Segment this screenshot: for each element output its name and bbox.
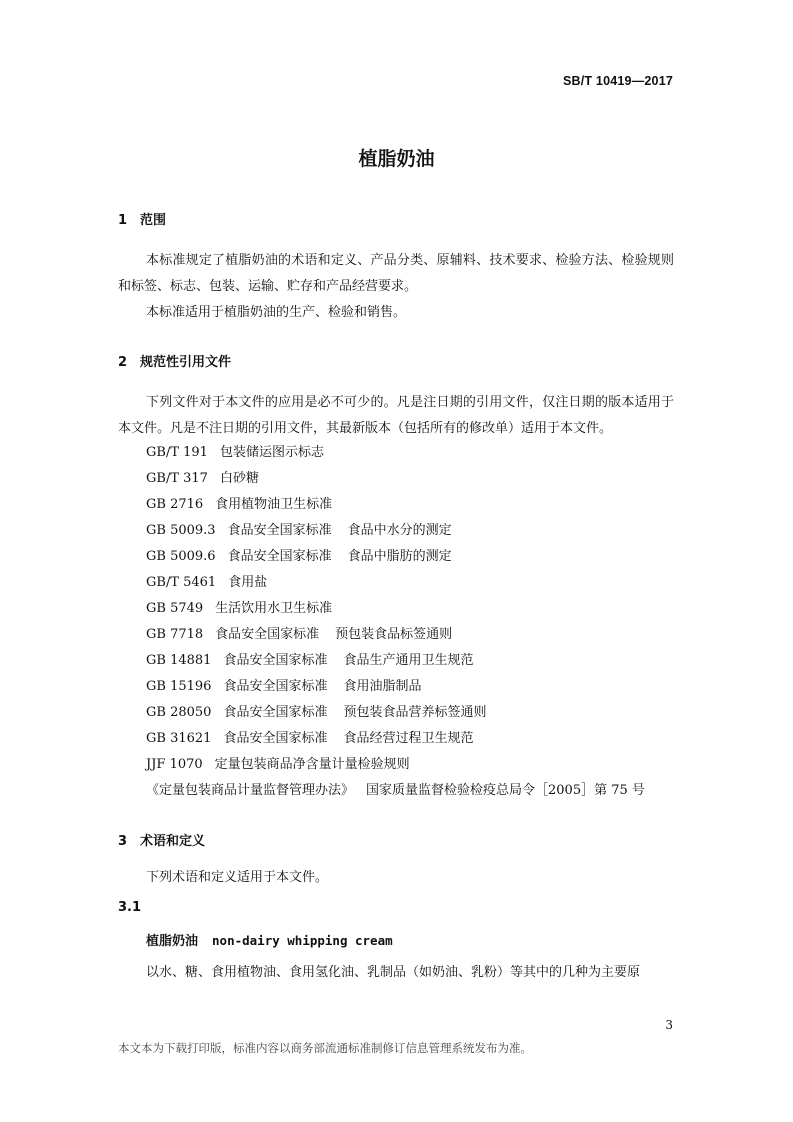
page-number: 3 xyxy=(665,1018,673,1032)
reference-item xyxy=(146,700,645,726)
term-number: 3.1 xyxy=(118,900,142,915)
scope-paragraph-1: 本标准规定了植脂奶油的术语和定义、产品分类、原辅料、技术要求、检验方法、检验规则和标签、标志、包装、运输、贮存和产品经营要求。 xyxy=(118,253,674,294)
reference-item xyxy=(146,518,645,544)
reference-title: 包装储运图示标志 xyxy=(219,445,324,460)
reference-item xyxy=(146,492,645,518)
reference-code: GB 14881 xyxy=(146,653,212,668)
section-heading-scope xyxy=(118,209,166,228)
reference-title: 食用植物油卫生标准 xyxy=(215,497,333,512)
term-entry xyxy=(146,930,393,949)
reference-code: GB 2716 xyxy=(146,497,204,512)
reference-code: GB 5009.3 xyxy=(146,523,216,538)
term-name-zh: 植脂奶油 xyxy=(146,934,199,949)
scope-paragraph-2: 本标准适用于植脂奶油的生产、检验和销售。 xyxy=(146,305,407,320)
term-name-en: non-dairy whipping cream xyxy=(212,933,393,948)
reference-item xyxy=(146,622,645,648)
reference-item xyxy=(146,778,645,804)
reference-subtitle: 食品生产通用卫生规范 xyxy=(343,653,474,668)
standard-code: SB/T 10419—2017 xyxy=(562,74,673,88)
reference-item xyxy=(146,570,645,596)
reference-subtitle: 食品经营过程卫生规范 xyxy=(343,731,474,746)
reference-code: GB 7718 xyxy=(146,627,204,642)
reference-subtitle: 食品中脂肪的测定 xyxy=(347,549,452,564)
reference-code: GB/T 5461 xyxy=(146,575,217,590)
reference-item xyxy=(146,544,645,570)
reference-list xyxy=(146,440,645,804)
reference-code: 《定量包装商品计量监督管理办法》 xyxy=(146,783,355,798)
reference-title: 食品安全国家标准 xyxy=(223,731,328,746)
section-heading-normative-references xyxy=(118,351,231,370)
reference-title: 生活饮用水卫生标准 xyxy=(215,601,333,616)
reference-title: 食品安全国家标准 xyxy=(223,653,328,668)
reference-subtitle: 预包装食品营养标签通则 xyxy=(343,705,487,720)
reference-title: 白砂糖 xyxy=(219,471,259,486)
terms-intro-paragraph: 下列术语和定义适用于本文件。 xyxy=(146,870,329,885)
reference-code: GB 31621 xyxy=(146,731,212,746)
reference-code: GB 15196 xyxy=(146,679,212,694)
reference-title: 食品安全国家标准 xyxy=(223,679,328,694)
reference-title: 食品安全国家标准 xyxy=(223,705,328,720)
reference-title: 食品安全国家标准 xyxy=(227,549,332,564)
reference-title: 食品安全国家标准 xyxy=(215,627,320,642)
term-definition: 以水、糖、食用植物油、食用氢化油、乳制品（如奶油、乳粉）等其中的几种为主要原 xyxy=(146,965,641,980)
reference-code: GB 5009.6 xyxy=(146,549,216,564)
section-heading-terms xyxy=(118,830,205,849)
reference-item xyxy=(146,466,645,492)
section-title: 范围 xyxy=(140,213,167,228)
reference-subtitle: 预包装食品标签通则 xyxy=(335,627,453,642)
reference-code: GB/T 191 xyxy=(146,445,208,460)
reference-code: GB/T 317 xyxy=(146,471,208,486)
references-intro-paragraph: 下列文件对于本文件的应用是必不可少的。凡是注日期的引用文件，仅注日期的版本适用于本文件。凡是不注日期的引用文件，其最新版本（包括所有的修改单）适用于本文件。 xyxy=(118,395,674,436)
reference-title: 定量包装商品净含量计量检验规则 xyxy=(214,757,410,772)
reference-item xyxy=(146,752,645,778)
reference-code: JJF 1070 xyxy=(146,757,203,772)
reference-item xyxy=(146,596,645,622)
section-number: 2 xyxy=(118,355,128,370)
reference-code: GB 5749 xyxy=(146,601,204,616)
reference-item xyxy=(146,726,645,752)
reference-title: 食用盐 xyxy=(228,575,268,590)
section-title: 术语和定义 xyxy=(140,834,206,849)
reference-title: 食品安全国家标准 xyxy=(227,523,332,538)
reference-code: GB 28050 xyxy=(146,705,212,720)
document-title: 植脂奶油 xyxy=(358,148,435,170)
reference-item xyxy=(146,648,645,674)
section-title: 规范性引用文件 xyxy=(140,355,232,370)
reference-item xyxy=(146,674,645,700)
section-number: 1 xyxy=(118,213,128,228)
reference-subtitle: 食用油脂制品 xyxy=(343,679,422,694)
reference-title: 国家质量监督检验检疫总局令［2005］第 75 号 xyxy=(366,783,645,798)
reference-subtitle: 食品中水分的测定 xyxy=(347,523,452,538)
reference-item xyxy=(146,440,645,466)
section-number: 3 xyxy=(118,834,128,849)
footer-note: 本文本为下载打印版，标准内容以商务部流通标准制修订信息管理系统发布为准。 xyxy=(118,1041,532,1055)
